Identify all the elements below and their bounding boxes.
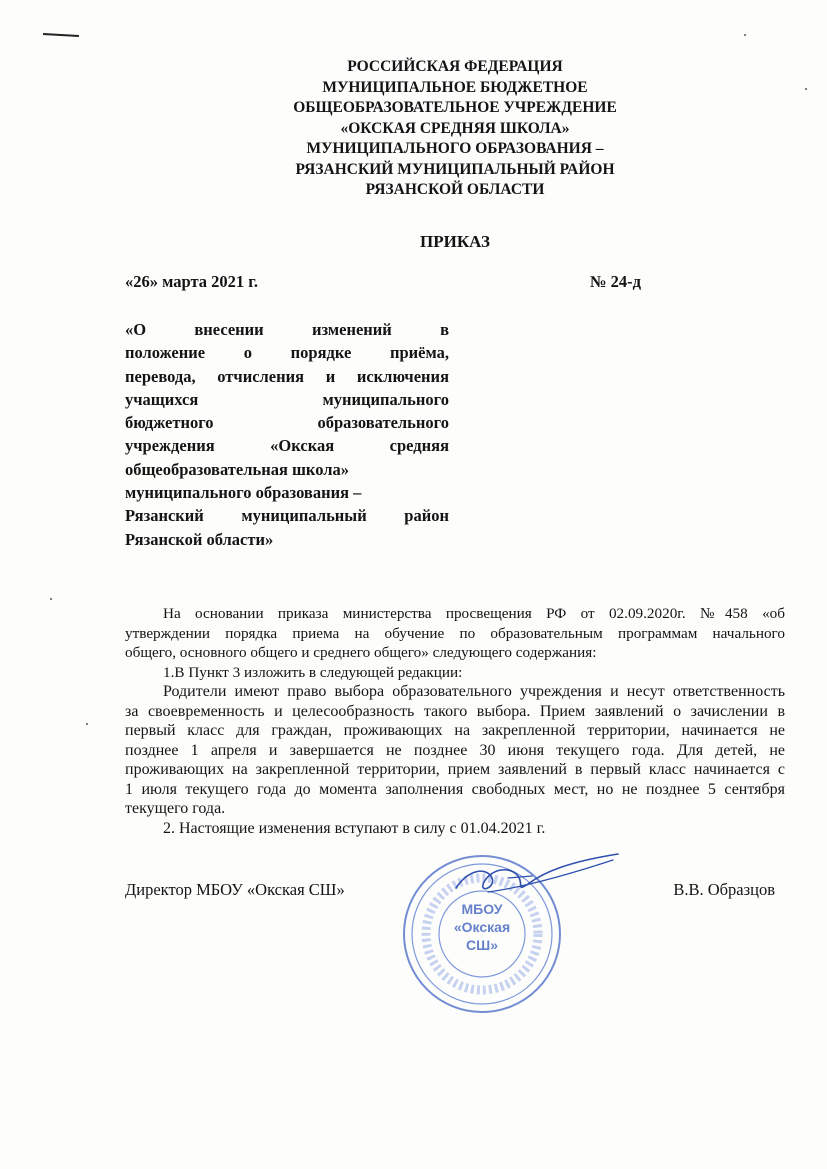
order-number: № 24-д xyxy=(589,272,641,291)
scan-artifact-dot xyxy=(86,723,88,725)
scan-artifact-dot xyxy=(805,88,807,90)
subject-line: перевода, отчисления и исключения xyxy=(125,366,449,386)
stamp-text: «Окская xyxy=(453,919,511,935)
signatory-title: Директор МБОУ «Окская СШ» xyxy=(125,880,345,899)
body-line: первый класс для граждан, проживающих на закрепленной территории, начинается не xyxy=(125,722,785,739)
body-line: позднее 1 апреля и завершается не позднее 30 июня текущего года. Для детей, не xyxy=(125,741,785,759)
subject-line: муниципального образования – xyxy=(125,483,362,503)
body-line: общего, основного общего и среднего общего» следующего содержания: xyxy=(125,644,597,661)
scan-artifact-line xyxy=(43,33,79,37)
header-line: ОБЩЕОБРАЗОВАТЕЛЬНОЕ УЧРЕЖДЕНИЕ xyxy=(293,99,617,116)
organization-header xyxy=(200,57,710,201)
subject-line: Рязанский муниципальный район xyxy=(125,506,449,526)
subject-line: Рязанской области» xyxy=(125,529,274,549)
body-line: 2. Настоящие изменения вступают в силу с 01.04.2021 г. xyxy=(163,819,546,837)
document-type-title: ПРИКАЗ xyxy=(420,232,490,251)
scan-artifact-dot xyxy=(50,598,52,600)
subject-line: учащихся муниципального xyxy=(125,389,449,409)
body-line: за своевременность и целесообразность такого выбора. Прием заявлений о зачислении в xyxy=(125,702,785,720)
stamp-text: СШ» xyxy=(466,937,498,953)
header-line: РЯЗАНСКИЙ МУНИЦИПАЛЬНЫЙ РАЙОН xyxy=(295,160,615,178)
body-line: проживающих на закрепленной территории, прием заявлений в первый класс начинается с xyxy=(125,761,785,778)
stamp-text: МБОУ xyxy=(461,901,503,917)
signatory-name: В.В. Образцов xyxy=(673,880,775,899)
body-line: утверждении порядка приема на обучение по образовательным программам начального xyxy=(125,624,785,642)
body-line: На основании приказа министерства просвещения РФ от 02.09.2020г. №458 «об xyxy=(163,605,785,622)
order-subject xyxy=(125,318,449,551)
subject-line: «О внесении изменений в xyxy=(125,320,449,339)
subject-line: общеобразовательная школа» xyxy=(125,459,350,479)
header-line: РЯЗАНСКОЙ ОБЛАСТИ xyxy=(365,181,545,198)
header-line: «ОКСКАЯ СРЕДНЯЯ ШКОЛА» xyxy=(340,119,570,137)
order-date: «26» марта 2021 г. xyxy=(125,272,259,291)
handwritten-signature xyxy=(448,848,628,908)
header-line: РОССИЙСКАЯ ФЕДЕРАЦИЯ xyxy=(347,58,563,75)
body-line: 1.В Пункт 3 изложить в следующей редакции: xyxy=(163,663,463,681)
subject-line: положение о порядке приёма, xyxy=(125,343,449,363)
body-line: текущего года. xyxy=(125,800,226,817)
header-line: МУНИЦИПАЛЬНОЕ БЮДЖЕТНОЕ xyxy=(322,78,588,96)
subject-line: учреждения «Окская средняя xyxy=(125,436,449,456)
subject-line: бюджетного образовательного xyxy=(125,413,449,433)
body-line: 1 июля текущего года до момента заполнения свободных мест, но не позднее 5 сентября xyxy=(125,780,785,798)
header-line: МУНИЦИПАЛЬНОГО ОБРАЗОВАНИЯ – xyxy=(306,140,604,157)
scan-artifact-dot xyxy=(744,34,746,36)
body-line: Родители имеют право выбора образовательного учреждения и несут ответственность xyxy=(163,683,785,700)
order-body xyxy=(125,604,785,838)
